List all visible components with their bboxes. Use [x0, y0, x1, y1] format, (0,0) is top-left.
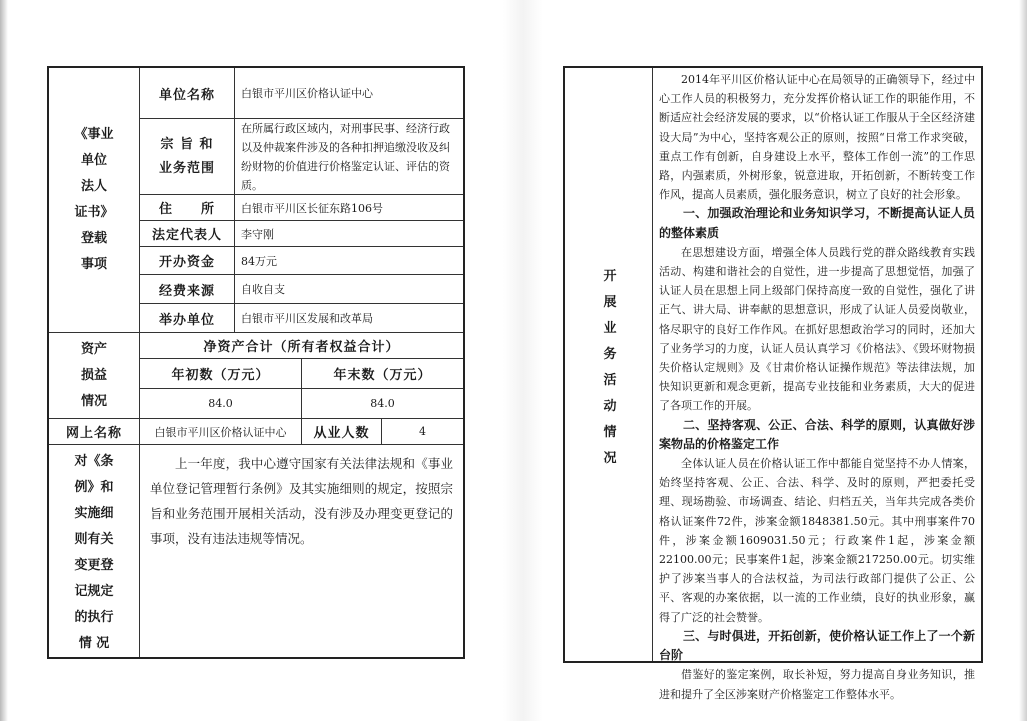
certificate-section-header [49, 68, 139, 332]
begin-of-year-value: 84.0 [139, 388, 301, 418]
purpose-label-line: 宗 旨 和 [160, 136, 214, 152]
title-char: 动 [603, 399, 617, 414]
registration-table [47, 66, 465, 659]
title-char: 务 [603, 347, 617, 362]
title-char: 记规定 [74, 584, 114, 599]
title-char: 活 [603, 373, 617, 388]
funding-value: 自收自支 [234, 274, 463, 303]
online-name-value: 白银市平川区价格认证中心 [139, 418, 301, 444]
assets-section-header [49, 332, 139, 418]
page-fold [503, 0, 543, 721]
title-char: 变更登 [74, 558, 114, 573]
title-char: 资产 [80, 341, 107, 357]
paragraph-1: 在思想建设方面，增强全体人员践行党的群众路线教育实践活动、构建和谐社会的自觉性，进一步提高了思想觉悟，加强了认证人员在思想上同上级部门保持高度一致的自觉性，强化了讲正气、讲大局、讲奉献的思想意识，形成了认证人员爱岗敬业，恪尽职守的良好工作作风。在抓好思想政治学习的同时，还加大了业务学习的力度，认证人员认真学习《价格法》、《毁坏财物损失价格认定规则》及《甘肃价格认证操作规范》等法律法规，加快知识更新和观念更新，提高专业技能和业务素质，大大的促进了各项工作的开展。 [659, 245, 975, 413]
title-char: 单位 [80, 153, 107, 168]
capital-value: 84万元 [234, 246, 463, 274]
staff-count-label: 从业人数 [301, 418, 381, 444]
title-char: 况 [603, 451, 617, 466]
compliance-section-header [49, 444, 139, 657]
assets-section-title [81, 337, 107, 415]
paragraph-2: 全体认证人员在价格认证工作中都能自觉坚持不办人情案，始终坚持客观、公正、合法、科学、及时的原则，严把委托受理、现场勘验、市场调查、结论、归档五关，当年共完成各类价格认证案件72件，涉案金额1848381.50元。其中刑事案件70件，涉案金额1609031.50元；行政案件1起，涉案金额22100.00元；民事案件1起，涉案金额217250.00元。切实维护了涉案当事人的合法权益，为司法行政部门提供了公正、公平、客观的办案依据，以一流的工作业绩，良好的执业形象，赢得了广泛的社会赞誉。 [659, 457, 975, 624]
sponsor-label: 举办单位 [139, 303, 234, 332]
purpose-label-line: 业务范围 [158, 160, 215, 176]
sponsor-value: 白银市平川区发展和改革局 [234, 303, 463, 332]
business-activities-panel [563, 66, 983, 701]
title-char: 事项 [80, 257, 107, 272]
funding-label: 经费来源 [139, 274, 234, 303]
activities-body [653, 68, 981, 701]
title-char: 对《条 [74, 454, 114, 469]
title-char: 损益 [80, 367, 107, 383]
title-char: 《事业 [74, 127, 114, 142]
staff-count-value: 4 [381, 418, 463, 444]
net-assets-label: 净资产合计（所有者权益合计） [139, 332, 463, 358]
title-char: 情 况 [78, 636, 110, 651]
certificate-section-title [74, 122, 113, 278]
purpose-label [139, 118, 234, 194]
title-char: 开 [603, 269, 617, 284]
end-of-year-label: 年末数（万元） [301, 358, 463, 388]
page-edge-right [1019, 0, 1027, 721]
title-char: 登载 [80, 231, 107, 246]
purpose-value: 在所属行政区域内，对刑事民事、经济行政以及仲裁案件涉及的各种扣押追缴没收及纠纷财物的价值进行价格鉴定认证、评估的资质。 [234, 118, 463, 194]
section-heading-2: 二、坚持客观、公正、合法、科学的原则，认真做好涉案物品的价格鉴定工作 [659, 417, 975, 451]
title-char: 情 [603, 425, 617, 440]
online-name-label: 网上名称 [49, 418, 139, 444]
unit-name-label: 单位名称 [139, 68, 234, 118]
intro-paragraph: 2014年平川区价格认证中心在局领导的正确领导下，经过中心工作人员的积极努力，充分发挥价格认证工作的职能作用，不断适应社会经济发展的要求，以“价格认证工作服从于全区经济建设大局”为中心，坚持客观公正的原则，按照“日常工作求突破，重点工作有创新，自身建设上水平，整体工作创一流”的工作思路，内强素质，外树形象，锐意进取，开拓创新，不断转变工作作风，提高人员素质，强化服务意识，树立了良好的社会形象。 [659, 73, 975, 202]
page-edge-left [0, 0, 8, 721]
title-char: 展 [603, 295, 617, 310]
legal-rep-label: 法定代表人 [139, 220, 234, 246]
activities-section-header [565, 68, 653, 661]
address-label: 住 所 [139, 194, 234, 220]
unit-name-value: 白银市平川区价格认证中心 [234, 68, 463, 118]
title-char: 则有关 [74, 532, 114, 547]
title-char: 的执行 [74, 610, 114, 625]
section-heading-3: 三、与时俱进，开拓创新，使价格认证工作上了一个新台阶 [659, 628, 975, 663]
begin-of-year-label: 年初数（万元） [139, 358, 301, 388]
title-char: 实施细 [74, 506, 114, 521]
title-char: 业 [603, 321, 617, 336]
activities-section-title [602, 264, 618, 472]
compliance-text: 上一年度，我中心遵守国家有关法律法规和《事业单位登记管理暂行条例》及其实施细则的规定，按照宗旨和业务范围开展相关活动，没有涉及办理变更登记的事项，没有违法违规等情况。 [139, 444, 463, 657]
capital-label: 开办资金 [139, 246, 234, 274]
section-heading-1: 一、加强政治理论和业务知识学习，不断提高认证人员的整体素质 [659, 206, 975, 240]
address-value: 白银市平川区长征东路106号 [234, 194, 463, 220]
legal-rep-value: 李守刚 [234, 220, 463, 246]
compliance-section-title [74, 449, 113, 657]
title-char: 证书》 [74, 205, 114, 220]
title-char: 法人 [80, 179, 107, 194]
title-char: 情况 [80, 393, 107, 409]
title-char: 例》和 [74, 480, 114, 495]
end-of-year-value: 84.0 [301, 388, 463, 418]
paragraph-3: 借鉴好的鉴定案例，取长补短，努力提高自身业务知识，推进和提升了全区涉案财产价格鉴定工作整体水平。 [659, 668, 975, 701]
